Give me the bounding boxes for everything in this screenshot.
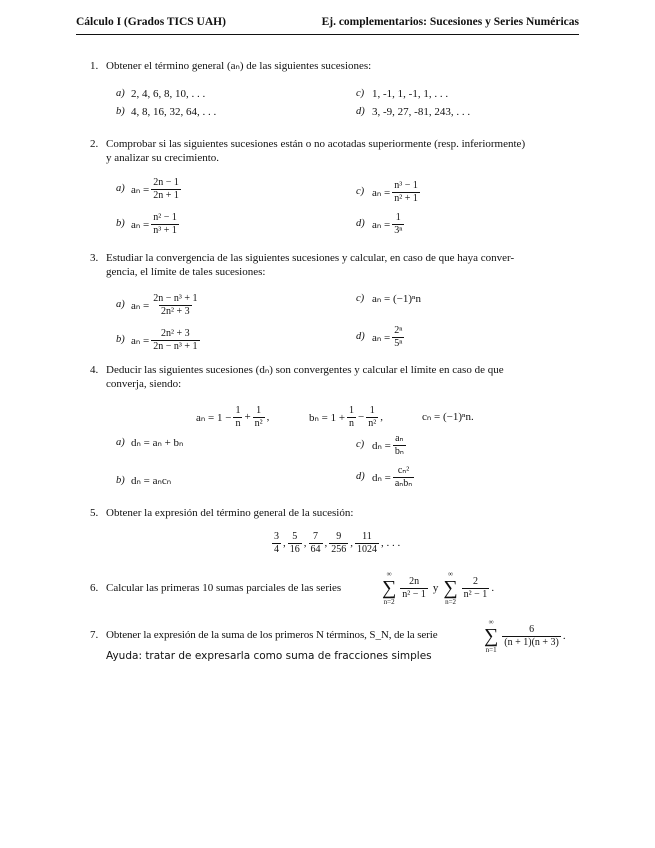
exercise-number: 3. <box>90 252 99 264</box>
item-label: a) <box>116 437 125 448</box>
sheet-title: Ej. complementarios: Sucesiones y Series Numéricas <box>321 16 579 28</box>
exercise-statement-cont: y analizar su crecimiento. <box>106 152 220 164</box>
exercise-number: 7. <box>90 629 99 641</box>
course-title: Cálculo I (Grados TICS UAH) <box>76 16 226 28</box>
sequence-terms: $\frac{3}{4}$ , $\frac{5}{16}$ , $\frac{7}{64}$ , $\frac{9}{256}$ , $\frac{11}{1024}$ , . . . <box>274 530 401 555</box>
item-label: a) <box>116 299 125 310</box>
item-label: c) <box>356 293 365 304</box>
exercise-statement-cont: gencia, el límite de tales sucesiones: <box>106 266 266 278</box>
term: $\frac{9}{256}$ <box>331 530 347 555</box>
term: $\frac{7}{64}$ <box>310 530 321 555</box>
item-d: 3, -9, 27, -81, 243, . . . <box>372 106 471 118</box>
definition-bn: bₙ = 1 + $\frac{1}{n}$ − $\frac{1}{\text{n²}}$ , <box>309 404 384 429</box>
item-a: 2, 4, 6, 8, 10, . . . <box>131 88 206 100</box>
formula-c: aₙ = (−1)ⁿn <box>372 293 421 305</box>
definition-cn: cₙ = (−1)ⁿn. <box>422 411 474 423</box>
sum-symbol: ∞ ∑ n=1 <box>484 618 499 654</box>
item-a: dₙ = aₙ + bₙ <box>131 437 184 449</box>
formula-c: aₙ = $\frac{\text{n³ − 1}}{\text{n² + 1}}$ <box>372 179 418 204</box>
formula-a: aₙ = $\frac{2n - 1}{2n + 1}$ <box>131 176 179 201</box>
item-label: a) <box>116 183 125 194</box>
exercise-statement: Estudiar la convergencia de las siguientes sucesiones y calcular, en caso de que haya conver- <box>106 252 515 264</box>
item-label: a) <box>116 88 125 99</box>
item-d: dₙ = $\frac{\text{cₙ²}}{\text{aₙbₙ}}$ <box>372 464 413 489</box>
formula-d: aₙ = $\frac{1}{\text{3ⁿ}}$ <box>372 211 403 236</box>
formula-a: aₙ = $\frac{\text{2n − n³ + 1}}{\text{2n² + 3}}$ <box>131 292 198 317</box>
exercise-number: 6. <box>90 582 99 594</box>
exercise-number: 1. <box>90 60 99 72</box>
exercise-statement: Obtener la expresión del término general de la sucesión: <box>106 507 354 519</box>
item-label: b) <box>116 106 125 117</box>
item-label: c) <box>356 186 365 197</box>
term: $\frac{5}{16}$ <box>289 530 300 555</box>
exercise-statement-cont: converja, siendo: <box>106 378 182 390</box>
exercise-number: 2. <box>90 138 99 150</box>
term: $\frac{11}{1024}$ <box>357 530 377 555</box>
item-label: d) <box>356 331 365 342</box>
item-label: b) <box>116 334 125 345</box>
exercise-number: 5. <box>90 507 99 519</box>
item-c: dₙ = $\frac{\text{aₙ}}{\text{bₙ}}$ <box>372 432 404 457</box>
sum-symbol: ∞ ∑ n=2 <box>382 570 397 606</box>
page-header <box>76 16 579 35</box>
exercise-statement: Obtener el término general (aₙ) de las siguientes sucesiones: <box>106 60 372 72</box>
formula-b: aₙ = $\frac{\text{2n² + 3}}{\text{2n − n³ + 1}}$ <box>131 327 198 352</box>
item-label: b) <box>116 218 125 229</box>
exercise-statement: Obtener la expresión de la suma de los primeros N términos, S_N, de la serie <box>106 629 438 641</box>
item-label: c) <box>356 439 365 450</box>
hint-text: Ayuda: tratar de expresarla como suma de fracciones simples <box>106 650 432 662</box>
item-c: 1, -1, 1, -1, 1, . . . <box>372 88 449 100</box>
series-formulas: ∞ ∑ n=2 $\frac{2n}{\text{n² − 1}}$ y ∞ ∑ n=2 $\frac{2}{\text{n² − 1}}$ . <box>382 570 495 606</box>
item-label: c) <box>356 88 365 99</box>
exercise-number: 4. <box>90 364 99 376</box>
item-label: d) <box>356 218 365 229</box>
item-label: b) <box>116 475 125 486</box>
exercise-statement: Calcular las primeras 10 sumas parciales de las series <box>106 582 342 594</box>
item-b: 4, 8, 16, 32, 64, . . . <box>131 106 217 118</box>
formula-b: aₙ = $\frac{\text{n² − 1}}{\text{n³ + 1}}$ <box>131 211 177 236</box>
item-label: d) <box>356 471 365 482</box>
series-formula: ∞ ∑ n=1 $\frac{6}{(n + 1)(n + 3)}$ . <box>484 618 566 654</box>
sum-symbol: ∞ ∑ n=2 <box>443 570 458 606</box>
formula-d: aₙ = $\frac{\text{2ⁿ}}{\text{5ⁿ}}$ <box>372 324 403 349</box>
item-label: d) <box>356 106 365 117</box>
term: $\frac{3}{4}$ <box>274 530 279 555</box>
item-b: dₙ = aₙcₙ <box>131 475 172 487</box>
definition-an: aₙ = 1 − $\frac{1}{n}$ + $\frac{1}{\text{n²}}$ , <box>196 404 270 429</box>
exercise-statement: Deducir las siguientes sucesiones (dₙ) son convergentes y calcular el límite en caso de que <box>106 364 504 376</box>
exercise-statement: Comprobar si las siguientes sucesiones están o no acotadas superiormente (resp. inferiormente) <box>106 138 526 150</box>
